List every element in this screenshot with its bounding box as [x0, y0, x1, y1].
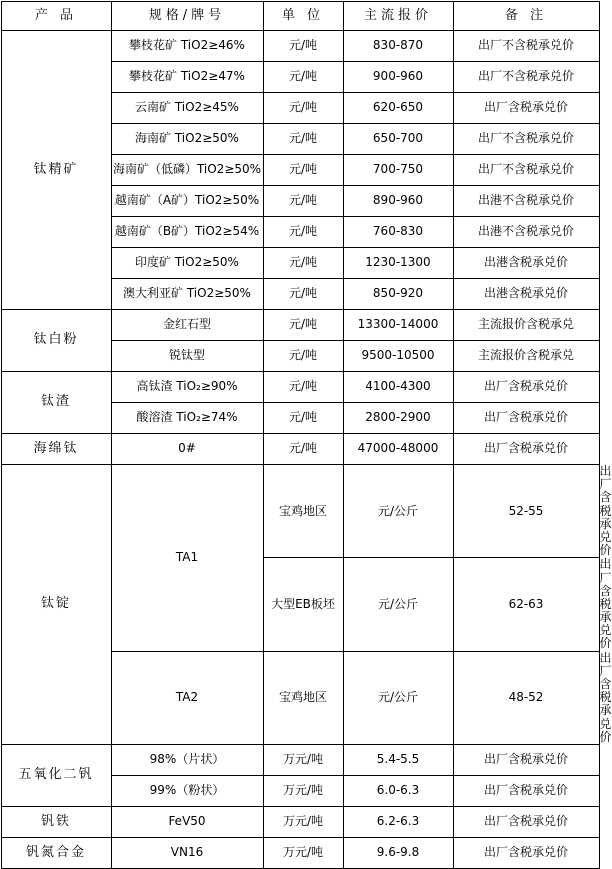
product-group-label: 钛精矿: [1, 31, 111, 310]
remark-cell: 出港含税承兑价: [453, 279, 599, 310]
price-cell: 1230-1300: [343, 248, 453, 279]
remark-cell: 出厂含税承兑价: [453, 837, 599, 868]
spec-cell: 攀枝花矿 TiO2≥46%: [111, 31, 263, 62]
spec-cell: 宝鸡地区: [263, 651, 343, 744]
table-header: [1, 2, 599, 31]
unit-cell: 元/吨: [263, 434, 343, 465]
spec-cell: 越南矿（B矿）TiO2≥54%: [111, 217, 263, 248]
remark-cell: 出厂含税承兑价: [453, 403, 599, 434]
unit-cell: 元/公斤: [343, 558, 453, 651]
remark-cell: 出港不含税承兑价: [453, 186, 599, 217]
spec-cell: 海南矿 TiO2≥50%: [111, 124, 263, 155]
product-group-label: 钛锭: [1, 465, 111, 745]
product-group-label: 钒铁: [1, 806, 111, 837]
remark-cell: 出港含税承兑价: [453, 248, 599, 279]
spec-cell: FeV50: [111, 806, 263, 837]
spec-cell: 宝鸡地区: [263, 465, 343, 558]
unit-cell: 元/吨: [263, 248, 343, 279]
spec-cell: 0#: [111, 434, 263, 465]
spec-cell: 海南矿（低磷）TiO2≥50%: [111, 155, 263, 186]
spec-cell: 99%（粉状）: [111, 775, 263, 806]
remark-cell: 出厂含税承兑价: [453, 806, 599, 837]
unit-cell: 元/吨: [263, 372, 343, 403]
unit-cell: 元/公斤: [343, 651, 453, 744]
spec-cell: 攀枝花矿 TiO2≥47%: [111, 62, 263, 93]
price-cell: 2800-2900: [343, 403, 453, 434]
table-body: [1, 31, 612, 869]
remark-cell: 出厂含税承兑价: [453, 93, 599, 124]
price-cell: 9.6-9.8: [343, 837, 453, 868]
table-row: [1, 372, 599, 403]
spec-cell: 锐钛型: [111, 341, 263, 372]
spec-cell: 金红石型: [111, 310, 263, 341]
unit-cell: 元/吨: [263, 310, 343, 341]
price-cell: 760-830: [343, 217, 453, 248]
price-cell: 5.4-5.5: [343, 744, 453, 775]
unit-cell: 元/吨: [263, 186, 343, 217]
spec-cell: 酸溶渣 TiO₂≥74%: [111, 403, 263, 434]
price-cell: 4100-4300: [343, 372, 453, 403]
table-row: [1, 744, 599, 775]
spec-cell: VN16: [111, 837, 263, 868]
price-cell: 900-960: [343, 62, 453, 93]
remark-cell: 出厂含税承兑价: [453, 372, 599, 403]
unit-cell: 元/吨: [263, 155, 343, 186]
table-row: TA2 宝鸡地区 元/公斤 48-52 出厂含税承兑价: [1, 651, 599, 744]
unit-cell: 元/吨: [263, 124, 343, 155]
header-price: 主流报价: [343, 2, 453, 31]
price-cell: 6.2-6.3: [343, 806, 453, 837]
unit-cell: 元/吨: [263, 279, 343, 310]
spec-cell: 大型EB板坯: [263, 558, 343, 651]
price-cell: 9500-10500: [343, 341, 453, 372]
remark-cell: 出厂含税承兑价: [453, 744, 599, 775]
remark-cell: 出厂不含税承兑价: [453, 62, 599, 93]
spec-cell: 云南矿 TiO2≥45%: [111, 93, 263, 124]
price-cell: 48-52: [453, 651, 599, 744]
table-row: 钛锭 TA1 宝鸡地区 元/公斤 52-55 出厂含税承兑价: [1, 465, 599, 558]
table-row: [1, 806, 599, 837]
unit-cell: 元/吨: [263, 62, 343, 93]
table-row: [1, 310, 599, 341]
product-group-label: 海绵钛: [1, 434, 111, 465]
header-product: 产 品: [1, 2, 111, 31]
price-cell: 62-63: [453, 558, 599, 651]
price-cell: 6.0-6.3: [343, 775, 453, 806]
price-cell: 650-700: [343, 124, 453, 155]
remark-cell: 出厂含税承兑价: [453, 434, 599, 465]
unit-cell: 万元/吨: [263, 744, 343, 775]
price-cell: 47000-48000: [343, 434, 453, 465]
price-cell: 620-650: [343, 93, 453, 124]
remark-cell: 出港不含税承兑价: [453, 217, 599, 248]
remark-cell: 出厂不含税承兑价: [453, 124, 599, 155]
spec-cell: 高钛渣 TiO₂≥90%: [111, 372, 263, 403]
table-row: [1, 837, 599, 868]
product-group-label: 钒氮合金: [1, 837, 111, 868]
product-group-label: 五氧化二钒: [1, 744, 111, 806]
remark-cell: 主流报价含税承兑: [453, 341, 599, 372]
remark-cell: 出厂不含税承兑价: [453, 155, 599, 186]
price-table: [1, 1, 612, 869]
unit-cell: 元/吨: [263, 341, 343, 372]
price-cell: 52-55: [453, 465, 599, 558]
grade-cell: TA2: [111, 651, 263, 744]
product-group-label: 钛渣: [1, 372, 111, 434]
price-cell: 830-870: [343, 31, 453, 62]
table-row: [1, 31, 599, 62]
spec-cell: 98%（片状）: [111, 744, 263, 775]
header-remark: 备 注: [453, 2, 599, 31]
spec-cell: 澳大利亚矿 TiO2≥50%: [111, 279, 263, 310]
remark-cell: 出厂不含税承兑价: [453, 31, 599, 62]
table-row: [1, 434, 599, 465]
price-cell: 850-920: [343, 279, 453, 310]
product-group-label: 钛白粉: [1, 310, 111, 372]
unit-cell: 元/公斤: [343, 465, 453, 558]
grade-cell: TA1: [111, 465, 263, 652]
remark-cell: 出厂含税承兑价: [453, 775, 599, 806]
unit-cell: 元/吨: [263, 93, 343, 124]
header-spec: 规格/牌号: [111, 2, 263, 31]
remark-cell: 主流报价含税承兑: [453, 310, 599, 341]
header-unit: 单 位: [263, 2, 343, 31]
unit-cell: 万元/吨: [263, 806, 343, 837]
unit-cell: 万元/吨: [263, 837, 343, 868]
unit-cell: 元/吨: [263, 31, 343, 62]
unit-cell: 元/吨: [263, 403, 343, 434]
unit-cell: 元/吨: [263, 217, 343, 248]
spec-cell: 印度矿 TiO2≥50%: [111, 248, 263, 279]
price-cell: 13300-14000: [343, 310, 453, 341]
header-row: [1, 2, 599, 31]
price-cell: 890-960: [343, 186, 453, 217]
spec-cell: 越南矿（A矿）TiO2≥50%: [111, 186, 263, 217]
unit-cell: 万元/吨: [263, 775, 343, 806]
price-cell: 700-750: [343, 155, 453, 186]
table-row: 大型EB板坯 元/公斤 62-63 出厂含税承兑价: [1, 558, 599, 651]
